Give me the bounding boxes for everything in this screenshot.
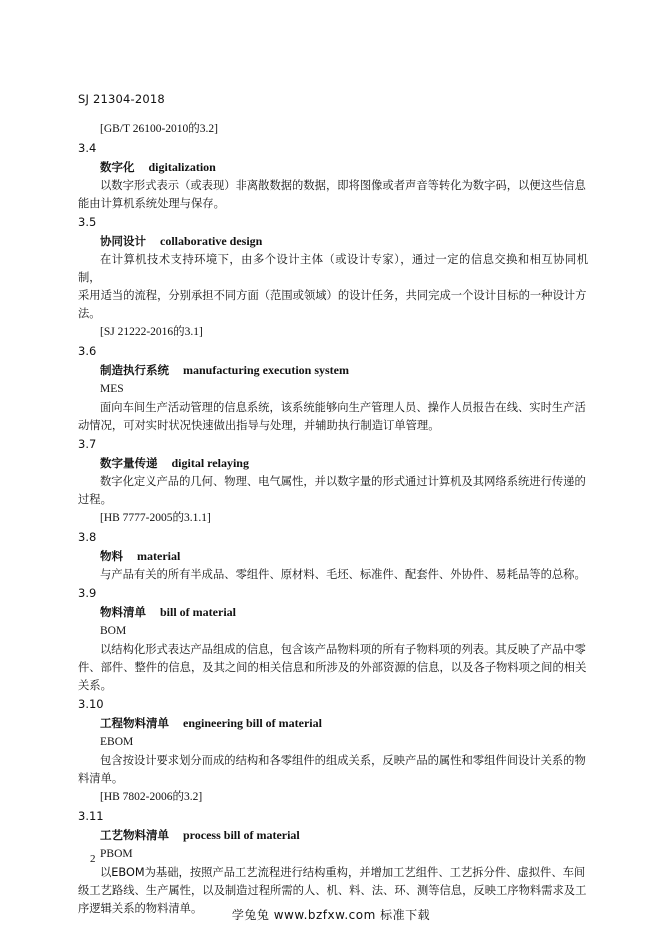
page-number: 2 [90, 853, 96, 865]
term-abbreviation: BOM [100, 625, 127, 637]
term-entry [78, 213, 588, 342]
definition-line: 与产品有关的所有半成品、零组件、原材料、毛坯、标准件、配套件、外协件、易耗品等的总称。 [100, 568, 586, 581]
term-entry [78, 695, 588, 807]
term-entry [78, 807, 588, 918]
term-definition [78, 566, 588, 584]
term-english: digital relaying [171, 456, 249, 470]
term-definition [78, 641, 588, 695]
source-reference: [HB 7777-2005的3.1.1] [100, 512, 211, 524]
term-english: material [137, 549, 181, 563]
definition-line: 包含按设计要求划分而成的结构和各零组件的组成关系，反映产品的属性和零组件间设计关系的物 [100, 754, 586, 767]
source-reference: [HB 7802-2006的3.2] [100, 791, 203, 803]
definition-line: 数字化定义产品的几何、物理、电气属性，并以数字量的形式通过计算机及其网络系统进行传递的 [100, 475, 586, 488]
term-chinese: 制造执行系统 [100, 363, 169, 377]
term-title [100, 825, 588, 845]
definition-line: 采用适当的流程，分别承担不同方面（范围或领域）的设计任务，共同完成一个设计目标的一种设计方 [78, 289, 587, 302]
term-chinese: 物料 [100, 549, 123, 563]
footer-watermark: 学兔兔 www.bzfxw.com 标准下载 [231, 908, 431, 922]
definition-line: 法。 [78, 307, 101, 320]
definition-line: 件、部件、整件的信息，及其之间的相关信息和所涉及的外部资源的信息，以及各子物料项之间的相关 [78, 661, 587, 674]
term-chinese: 工程物料清单 [100, 716, 169, 730]
term-title [100, 602, 588, 622]
term-abbreviation: PBOM [100, 848, 133, 860]
term-english: manufacturing execution system [183, 363, 349, 377]
definition-line: 过程。 [78, 493, 112, 506]
term-chinese: 数字化 [100, 160, 135, 174]
definition-line: 在计算机技术支持环境下，由多个设计主体（或设计专家），通过一定的信息交换和相互协同机制， [78, 253, 588, 284]
term-abbreviation: EBOM [100, 736, 134, 748]
term-entry [78, 584, 588, 695]
term-number: 3.9 [78, 586, 97, 600]
term-chinese: 数字量传递 [100, 456, 158, 470]
term-entry [78, 342, 588, 435]
term-title [100, 231, 588, 251]
definition-line: 能由计算机系统处理与保存。 [78, 197, 225, 210]
definition-line: 动情况，可对实时状况快速做出指导与处理，并辅助执行制造订单管理。 [78, 419, 440, 432]
term-definition [78, 177, 588, 213]
term-english: process bill of material [183, 828, 300, 842]
definition-line: 序逻辑关系的物料清单。 [78, 902, 203, 915]
term-entry [78, 528, 588, 584]
term-title [100, 157, 588, 177]
term-number: 3.11 [78, 809, 104, 823]
definition-line: 以EBOM为基础，按照产品工艺流程进行结构重构，并增加工艺组件、工艺拆分件、虚拟件、车间 [100, 866, 586, 879]
definition-line: 面向车间生产活动管理的信息系统，该系统能够向生产管理人员、操作人员报告在线、实时生产活 [100, 401, 586, 414]
term-title [100, 713, 588, 733]
term-chinese: 协同设计 [100, 234, 146, 248]
term-english: collaborative design [160, 234, 263, 248]
definition-line: 以数字形式表示（或表现）非离散数据的数据，即将图像或者声音等转化为数字码，以便这些信息 [100, 179, 586, 192]
term-number: 3.10 [78, 697, 104, 711]
term-abbreviation: MES [100, 383, 124, 395]
definition-line: 级工艺路线、生产属性，以及制造过程所需的人、机、料、法、环、测等信息，反映工序物料需求及工 [78, 884, 587, 897]
term-english: bill of material [160, 605, 236, 619]
source-reference: [SJ 21222-2016的3.1] [100, 326, 203, 338]
term-definition [78, 473, 588, 509]
term-title [100, 453, 588, 473]
term-chinese: 物料清单 [100, 605, 146, 619]
term-title [100, 360, 588, 380]
standard-id: SJ 21304-2018 [78, 92, 165, 106]
term-english: digitalization [148, 160, 216, 174]
term-number: 3.7 [78, 437, 97, 451]
term-entry [78, 139, 588, 213]
definition-line: 以结构化形式表达产品组成的信息，包含该产品物料项的所有子物料项的列表。其反映了产品中零 [100, 643, 586, 656]
term-number: 3.8 [78, 530, 97, 544]
document-body [78, 120, 588, 918]
term-entry [78, 435, 588, 528]
term-definition [78, 752, 588, 788]
intro-source-reference: [GB/T 26100-2010的3.2] [100, 123, 218, 135]
term-number: 3.5 [78, 215, 97, 229]
term-number: 3.6 [78, 344, 97, 358]
definition-line: 关系。 [78, 679, 112, 692]
term-definition [78, 399, 588, 435]
definition-line: 料清单。 [78, 772, 124, 785]
term-number: 3.4 [78, 141, 97, 155]
term-definition [78, 251, 588, 323]
term-english: engineering bill of material [183, 716, 322, 730]
term-title [100, 546, 588, 566]
term-chinese: 工艺物料清单 [100, 828, 169, 842]
